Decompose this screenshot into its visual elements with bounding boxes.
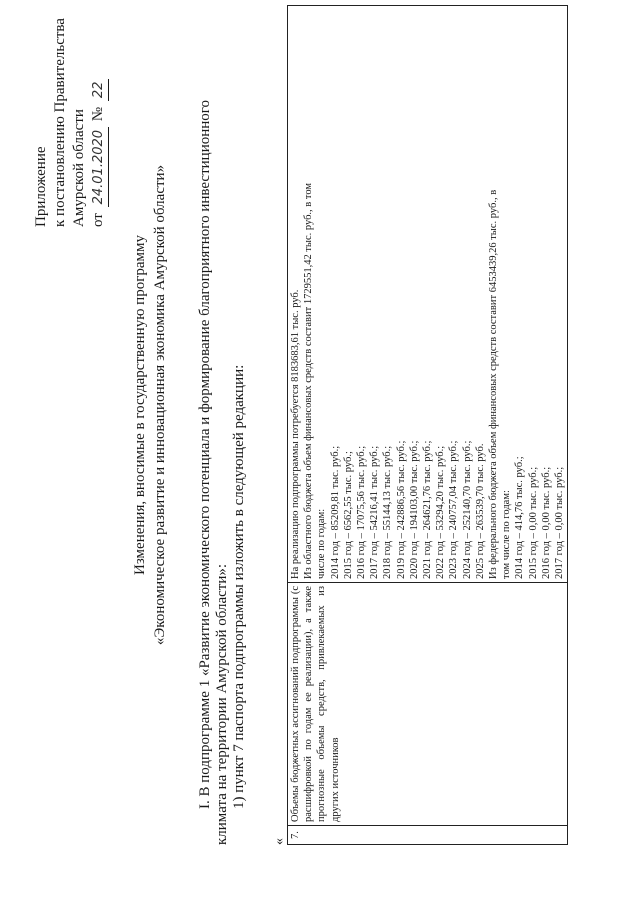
content-line: 2020 год – 194103,00 тыс. руб.; <box>408 440 420 579</box>
content-line: Из федерального бюджета объем финансовых средств составит 6453439,26 тыс. руб., в <box>488 189 500 579</box>
content-line: Из областного бюджета объем финансовых средств составит 1729551,42 тыс. руб., в том <box>303 182 315 579</box>
approval-block <box>32 7 109 227</box>
content-line: 2017 год – 0,00 тыс. руб.; <box>554 466 566 579</box>
opening-quote: « <box>272 838 287 845</box>
approval-date-line <box>89 7 109 227</box>
content-line: 2018 год – 55144,13 тыс. руб.; <box>382 445 394 579</box>
content-line: 2022 год – 53294,20 тыс. руб.; <box>435 445 447 579</box>
content-line: 2023 год – 240757,04 тыс. руб.; <box>448 440 460 579</box>
content-line: 2015 год – 0,00 тыс. руб.; <box>527 466 539 579</box>
content-line: 2025 год – 263539,70 тыс. руб. <box>474 443 486 579</box>
content-line: 2014 год – 85209,81 тыс. руб.; <box>329 445 341 579</box>
content-line: 2016 год – 0,00 тыс. руб.; <box>540 466 552 579</box>
passport-table <box>287 5 568 845</box>
body-paragraph-2: 1) пункт 7 паспорта подпрограммы изложить в следующей редакции: <box>231 364 247 809</box>
number-prefix: № <box>90 106 106 122</box>
handwritten-number: 22 <box>89 79 109 102</box>
approval-line-appendix: Приложение <box>33 146 49 227</box>
content-line: 2024 год – 252140,70 тыс. руб.; <box>461 440 473 579</box>
content-line: том числе по годам: <box>501 490 513 579</box>
content-line: числе по годам: <box>316 508 328 579</box>
row-number: 7. <box>288 826 568 845</box>
handwritten-date: 24.01.2020 <box>89 127 109 207</box>
heading-line-2: «Экономическое развитие и инновационная экономика Амурской области» <box>152 164 168 646</box>
content-line: 2019 год – 242886,56 тыс. руб.; <box>395 440 407 579</box>
body-text <box>197 5 248 845</box>
approval-line-resolution: к постановлению Правительства <box>52 18 68 227</box>
content-line: На реализацию подпрограммы потребуется 8183683,61 тыс. руб. <box>290 289 301 579</box>
date-prefix: от <box>90 213 106 227</box>
row-label: Объемы бюджетных ассигнований подпрограммы (с расшифровкой по годам ее реализации), а также прогнозные объемы средств, привлекаемых из других источников <box>288 583 568 826</box>
body-paragraph-1-cont: климата на территории Амурской области»: <box>214 563 230 845</box>
content-line: 2017 год – 54216,41 тыс. руб.; <box>369 445 381 579</box>
approval-line-region: Амурской области <box>71 109 87 227</box>
document-heading <box>130 85 170 725</box>
heading-line-1: Изменения, вносимые в государственную программу <box>132 235 148 575</box>
content-line: 2014 год – 414,76 тыс. руб.; <box>514 456 526 579</box>
content-line: 2021 год – 264621,76 тыс. руб.; <box>422 440 434 579</box>
body-paragraph-1: I. В подпрограмме 1 «Развитие экономического потенциала и формирование благоприятного инвестиционного <box>197 99 213 809</box>
table-row <box>288 6 568 845</box>
row-content <box>288 6 568 583</box>
content-line: 2015 год – 6562,55 тыс. руб.; <box>342 451 354 579</box>
content-line: 2016 год – 17075,56 тыс. руб.; <box>356 445 368 579</box>
